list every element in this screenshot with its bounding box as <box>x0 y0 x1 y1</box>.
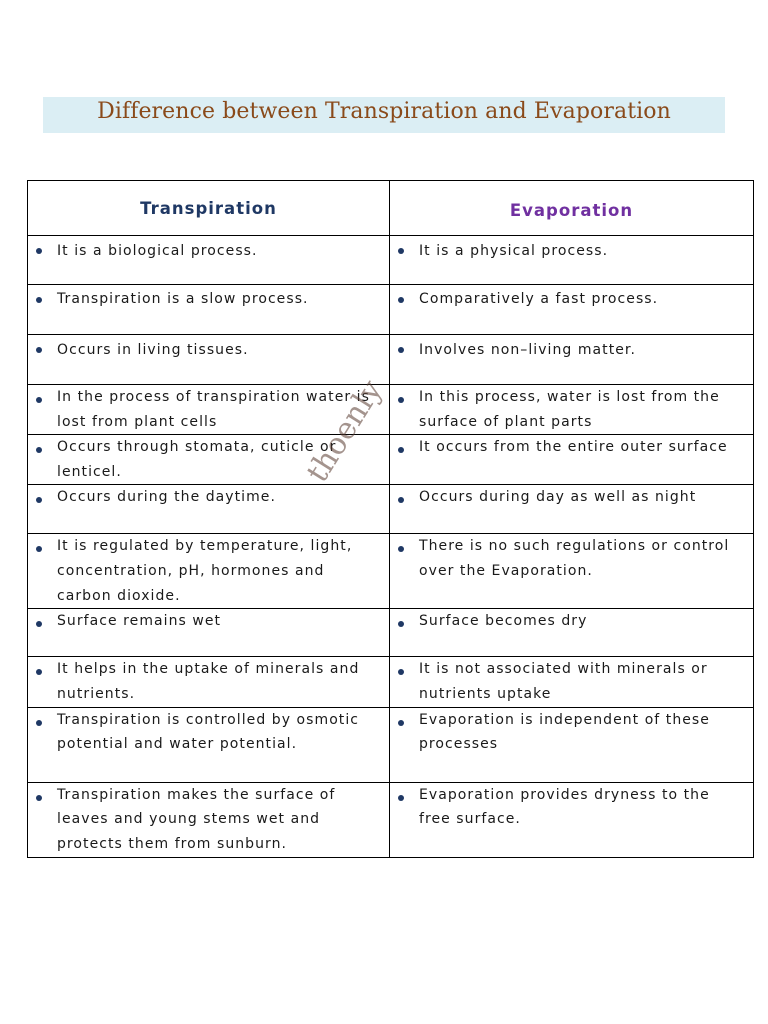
evaporation-cell <box>390 782 754 857</box>
table-row <box>28 435 754 485</box>
cell-text: It is regulated by temperature, light, concentration, pH, hormones and carbon dioxide. <box>57 538 353 604</box>
bullet-icon <box>398 447 404 453</box>
table-row <box>28 609 754 657</box>
evaporation-cell <box>390 236 754 285</box>
transpiration-cell <box>28 657 390 707</box>
cell-text: In this process, water is lost from the surface of plant parts <box>419 389 720 430</box>
transpiration-cell <box>28 534 390 609</box>
table-row <box>28 485 754 534</box>
evaporation-cell <box>390 657 754 707</box>
document-title: Difference between Transpiration and Evaporation <box>97 99 671 124</box>
transpiration-cell <box>28 335 390 385</box>
transpiration-cell <box>28 707 390 782</box>
bullet-icon <box>36 297 42 303</box>
bullet-icon <box>398 497 404 503</box>
evaporation-cell <box>390 707 754 782</box>
bullet-icon <box>36 248 42 254</box>
bullet-icon <box>398 297 404 303</box>
cell-text: There is no such regulations or control over the Evaporation. <box>419 538 730 579</box>
bullet-icon <box>36 720 42 726</box>
table-row <box>28 285 754 335</box>
cell-text: In the process of transpiration water is lost from plant cells <box>57 389 370 430</box>
bullet-icon <box>398 248 404 254</box>
evaporation-cell <box>390 485 754 534</box>
bullet-icon <box>398 546 404 552</box>
title-band <box>43 97 725 133</box>
bullet-icon <box>398 621 404 627</box>
header-transpiration <box>28 181 390 236</box>
header-evaporation <box>390 181 754 236</box>
table-row <box>28 534 754 609</box>
evaporation-cell <box>390 609 754 657</box>
cell-text: Transpiration is a slow process. <box>57 291 309 307</box>
cell-text: Transpiration makes the surface of leaves and young stems wet and protects them from sunburn. <box>57 786 336 852</box>
cell-text: Evaporation provides dryness to the free surface. <box>419 786 710 828</box>
evaporation-cell <box>390 534 754 609</box>
cell-text: Occurs through stomata, cuticle or lenticel. <box>57 439 337 480</box>
evaporation-cell <box>390 435 754 485</box>
bullet-icon <box>398 720 404 726</box>
bullet-icon <box>36 347 42 353</box>
cell-text: It occurs from the entire outer surface <box>419 439 728 456</box>
transpiration-cell <box>28 236 390 285</box>
cell-text: Transpiration is controlled by osmotic potential and water potential. <box>57 711 360 753</box>
cell-text: It is not associated with minerals or nutrients uptake <box>419 661 708 702</box>
bullet-icon <box>36 669 42 675</box>
cell-text: Surface remains wet <box>57 613 222 630</box>
evaporation-cell <box>390 385 754 435</box>
comparison-table <box>27 180 754 858</box>
cell-text: It is a physical process. <box>419 243 609 259</box>
transpiration-cell <box>28 285 390 335</box>
bullet-icon <box>36 621 42 627</box>
cell-text: Comparatively a fast process. <box>419 291 659 307</box>
cell-text: Occurs during day as well as night <box>419 489 697 506</box>
watermark: thoenly <box>300 374 390 489</box>
bullet-icon <box>36 447 42 453</box>
bullet-icon <box>36 546 42 552</box>
evaporation-cell <box>390 335 754 385</box>
cell-text: Occurs during the daytime. <box>57 489 276 506</box>
cell-text: It helps in the uptake of minerals and nutrients. <box>57 661 360 702</box>
bullet-icon <box>398 669 404 675</box>
cell-text: It is a biological process. <box>57 243 258 259</box>
bullet-icon <box>36 497 42 503</box>
transpiration-cell <box>28 609 390 657</box>
bullet-icon <box>398 795 404 801</box>
cell-text: Surface becomes dry <box>419 613 588 630</box>
bullet-icon <box>398 347 404 353</box>
header-evaporation-label: Evaporation <box>509 201 634 220</box>
transpiration-cell <box>28 485 390 534</box>
cell-text: Involves non–living matter. <box>419 342 636 358</box>
table-row <box>28 335 754 385</box>
cell-text: Evaporation is independent of these processes <box>419 711 710 753</box>
table-row <box>28 385 754 435</box>
bullet-icon <box>398 397 404 403</box>
table-row <box>28 782 754 857</box>
header-transpiration-label: Transpiration <box>140 199 277 218</box>
table-header-row <box>28 181 754 236</box>
bullet-icon <box>36 795 42 801</box>
bullet-icon <box>36 397 42 403</box>
table-row <box>28 707 754 782</box>
table-row <box>28 657 754 707</box>
cell-text: Occurs in living tissues. <box>57 342 249 358</box>
transpiration-cell <box>28 782 390 857</box>
table-row <box>28 236 754 285</box>
evaporation-cell <box>390 285 754 335</box>
